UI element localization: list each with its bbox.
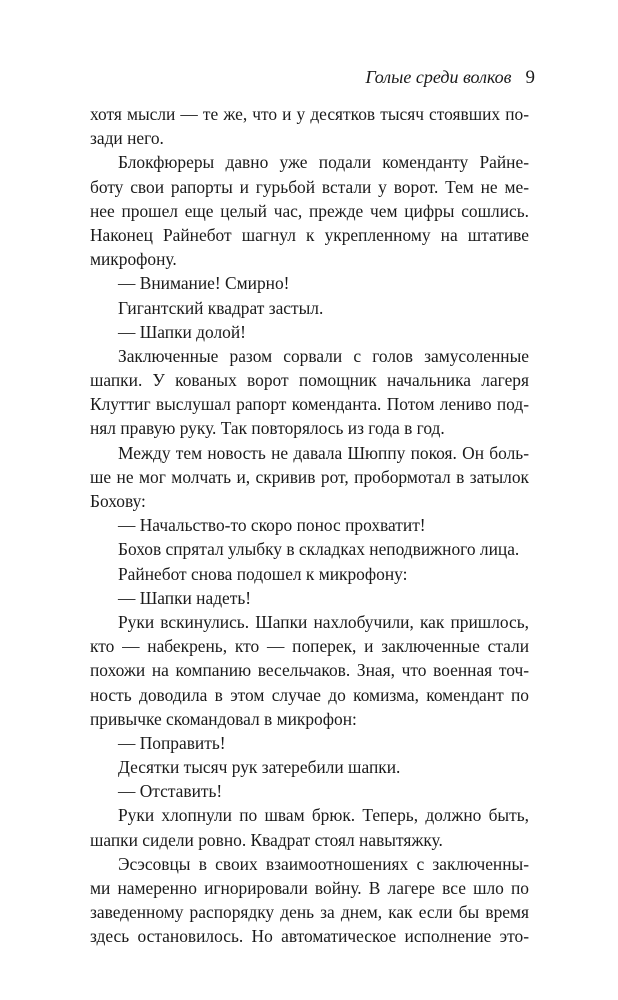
text-line: Десятки тысяч рук затеребили шапки. bbox=[118, 757, 401, 778]
text-line: Руки вскинулись. Шапки нахлобучили, как пришлось, bbox=[118, 611, 529, 632]
text-line: ше не мог молчать и, скривив рот, пробормотал в затылок bbox=[90, 466, 529, 487]
text-line: ность доводила в этом случае до комизма, комендант по bbox=[90, 684, 529, 705]
text-line: заведенному распорядку день за днем, как если бы время bbox=[90, 902, 529, 923]
text-line: здесь остановилось. Но автоматическое исполнение это- bbox=[90, 926, 529, 947]
text-line: зади него. bbox=[90, 128, 164, 149]
text-line: — Отставить! bbox=[118, 781, 223, 802]
text-line: нее прошел еще целый час, прежде чем цифры сошлись. bbox=[90, 200, 529, 221]
text-line: Наконец Райнебот шагнул к укрепленному на штативе bbox=[90, 224, 529, 245]
page-number: 9 bbox=[525, 67, 535, 88]
running-head bbox=[365, 66, 535, 89]
text-line: Клуттиг выслушал рапорт коменданта. Потом лениво под- bbox=[90, 394, 529, 415]
text-line: шапки. У кованых ворот помощник начальника лагеря bbox=[90, 370, 529, 391]
body-text bbox=[90, 102, 529, 949]
text-line: — Начальство-то скоро понос прохватит! bbox=[118, 515, 426, 536]
text-line: Бохову: bbox=[90, 491, 146, 511]
text-line: привычке скомандовал в микрофон: bbox=[90, 708, 357, 729]
text-line: — Шапки долой! bbox=[118, 321, 246, 342]
text-line: кто — набекрень, кто — поперек, и заключенные стали bbox=[90, 636, 529, 657]
text-line: — Шапки надеть! bbox=[118, 587, 252, 608]
text-line: Бохов спрятал улыбку в складках неподвижного лица. bbox=[118, 539, 520, 560]
text-line: похожи на компанию весельчаков. Зная, что военная точ- bbox=[90, 660, 529, 681]
text-line: микрофону. bbox=[90, 249, 177, 270]
text-line: Руки хлопнули по швам брюк. Теперь, должно быть, bbox=[118, 805, 529, 826]
text-line: шапки сидели ровно. Квадрат стоял навытяжку. bbox=[90, 829, 443, 850]
text-line: Блокфюреры давно уже подали коменданту Райне- bbox=[118, 152, 529, 173]
text-line: Гигантский квадрат застыл. bbox=[118, 297, 324, 318]
text-line: боту свои рапорты и гурьбой встали у ворот. Тем не ме- bbox=[90, 176, 529, 197]
text-line: — Поправить! bbox=[118, 732, 226, 753]
text-line: ми намеренно игнорировали войну. В лагере все шло по bbox=[90, 878, 529, 898]
text-line: нял правую руку. Так повторялось из года в год. bbox=[90, 418, 445, 439]
text-line: хотя мысли — те же, что и у десятков тысяч стоявших по- bbox=[90, 104, 529, 124]
book-title: Голые среди волков bbox=[365, 67, 512, 87]
text-line: Заключенные разом сорвали с голов замусоленные bbox=[118, 345, 529, 366]
text-line: Эсэсовцы в своих взаимоотношениях с заключенны- bbox=[118, 853, 529, 874]
text-line: — Внимание! Смирно! bbox=[118, 273, 290, 294]
text-line: Между тем новость не давала Шюппу покоя. Он боль- bbox=[118, 442, 529, 463]
text-line: Райнебот снова подошел к микрофону: bbox=[118, 563, 408, 584]
